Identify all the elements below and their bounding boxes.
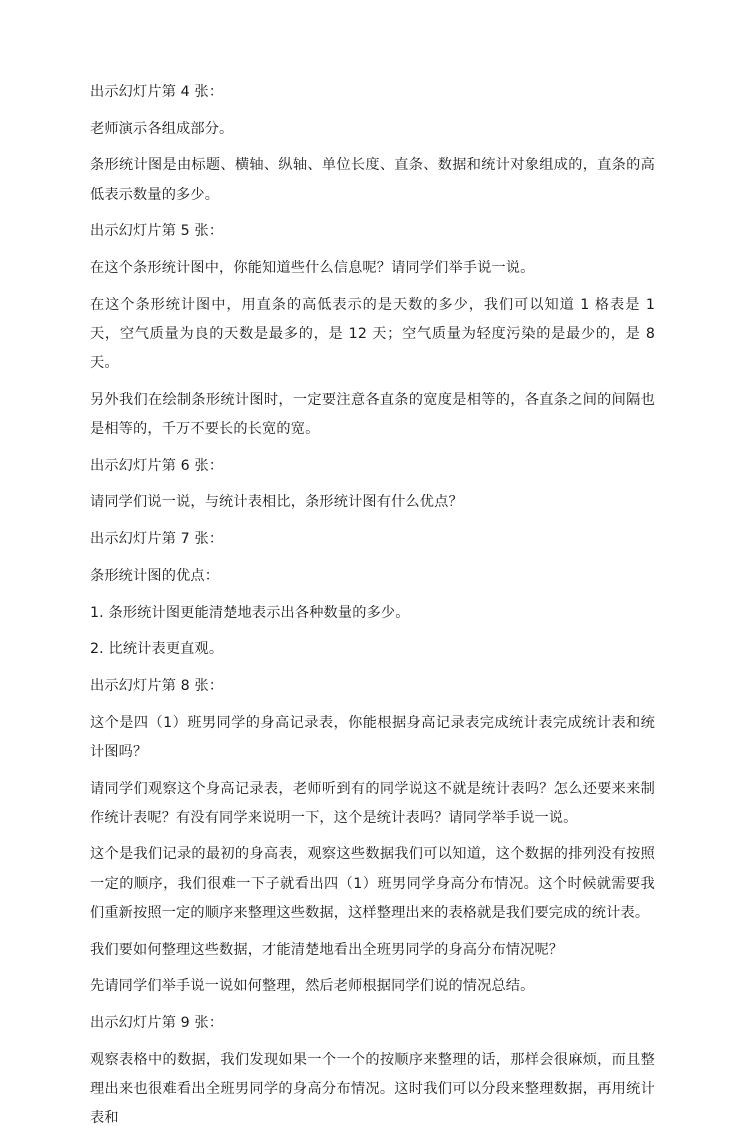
paragraph: 另外我们在绘制条形统计图时，一定要注意各直条的宽度是相等的，各直条之间的间隔也是相等的，千万不要长的长宽的宽。	[90, 391, 655, 438]
document-body	[90, 78, 655, 1141]
slide-6-heading: 出示幻灯片第 6 张：	[90, 457, 224, 474]
paragraph: 这个是四（1）班男同学的身高记录表，你能根据身高记录表完成统计表完成统计表和统计图吗？	[90, 714, 655, 760]
paragraph: 我们要如何整理这些数据，才能清楚地看出全班男同学的身高分布情况呢？	[90, 941, 564, 958]
paragraph: 条形统计图是由标题、横轴、纵轴、单位长度、直条、数据和统计对象组成的，直条的高低表示数量的多少。	[90, 157, 655, 203]
paragraph: 在这个条形统计图中，用直条的高低表示的是天数的多少，我们可以知道 1 格表是 1 天，空气质量为良的天数是最多的，是 12 天；空气质量为轻度污染的是最少的，是 8 天。	[90, 296, 655, 372]
list-item: 1. 条形统计图更能清楚地表示出各种数量的多少。	[90, 604, 410, 621]
paragraph: 先请同学们举手说一说如何整理，然后老师根据同学们说的情况总结。	[90, 978, 535, 995]
paragraph: 请同学们观察这个身高记录表，老师听到有的同学说这不就是统计表吗？怎么还要来来制作统计表呢？有没有同学来说明一下，这个是统计表吗？请同学举手说一说。	[90, 780, 655, 826]
list-item: 2. 比统计表更直观。	[90, 641, 224, 658]
paragraph: 老师演示各组成部分。	[90, 120, 234, 137]
paragraph: 条形统计图的优点：	[90, 567, 220, 584]
slide-5-heading: 出示幻灯片第 5 张：	[90, 223, 224, 240]
slide-7-heading: 出示幻灯片第 7 张：	[90, 531, 224, 548]
paragraph: 观察表格中的数据，我们发现如果一个一个的按顺序来整理的话，那样会很麻烦，而且整理出来也很难看出全班男同学的身高分布情况。这时我们可以分段来整理数据，再用统计表和	[90, 1051, 655, 1127]
slide-4-heading: 出示幻灯片第 4 张：	[90, 84, 224, 100]
paragraph: 在这个条形统计图中，你能知道些什么信息呢？请同学们举手说一说。	[90, 260, 535, 277]
paragraph: 这个是我们记录的最初的身高表，观察这些数据我们可以知道，这个数据的排列没有按照一定的顺序，我们很难一下子就看出四（1）班男同学身高分布情况。这个时候就需要我们重新按照一定的顺序来整理这些数据，这样整理出来的表格就是我们要完成的统计表。	[90, 846, 655, 921]
paragraph: 请同学们说一说，与统计表相比，条形统计图有什么优点？	[90, 494, 463, 511]
slide-8-heading: 出示幻灯片第 8 张：	[90, 677, 224, 694]
slide-9-heading: 出示幻灯片第 9 张：	[90, 1014, 224, 1031]
